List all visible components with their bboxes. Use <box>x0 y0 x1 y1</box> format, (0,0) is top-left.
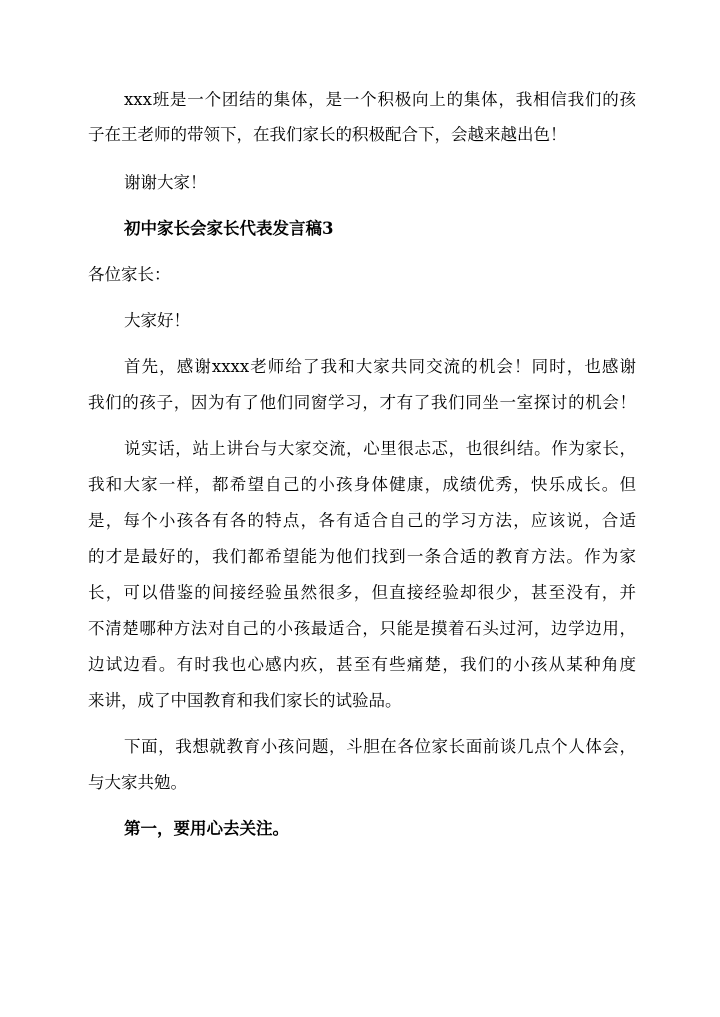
paragraph-line: 的才是最好的，我们都希望能为他们找到一条合适的教育方法。作为家 <box>88 547 636 566</box>
paragraph-line: 下面，我想就教育小孩问题，斗胆在各位家长面前谈几点个人体会， <box>124 737 636 756</box>
paragraph-line: 边试边看。有时我也心感内疚，甚至有些痛楚，我们的小孩从某种角度 <box>88 655 636 674</box>
paragraph-line: 与大家共勉。 <box>88 773 187 792</box>
paragraph-line: 首先，感谢xxxx老师给了我和大家共同交流的机会！同时，也感谢 <box>124 357 636 376</box>
salutation: 各位家长： <box>88 265 171 284</box>
paragraph-line: 我们的孩子，因为有了他们同窗学习，才有了我们同坐一室探讨的机会！ <box>88 393 636 412</box>
greeting: 大家好！ <box>124 311 190 330</box>
paragraph-line: 不清楚哪种方法对自己的小孩最适合，只能是摸着石头过河，边学边用， <box>88 619 636 638</box>
paragraph-line: 长，可以借鉴的间接经验虽然很多，但直接经验却很少，甚至没有，并 <box>88 583 636 602</box>
point-heading: 第一，要用心去关注。 <box>124 819 289 838</box>
paragraph-line: xxx班是一个团结的集体，是一个积极向上的集体，我相信我们的孩 <box>124 90 636 109</box>
paragraph-line: 来讲，成了中国教育和我们家长的试验品。 <box>88 691 402 710</box>
paragraph-line: 子在王老师的带领下，在我们家长的积极配合下，会越来越出色！ <box>88 125 567 144</box>
paragraph-line: 我和大家一样，都希望自己的小孩身体健康，成绩优秀，快乐成长。但 <box>88 475 636 494</box>
paragraph-line: 谢谢大家！ <box>124 173 207 192</box>
paragraph-line: 说实话，站上讲台与大家交流，心里很忐忑，也很纠结。作为家长， <box>124 439 636 458</box>
paragraph-line: 是，每个小孩各有各的特点，各有适合自己的学习方法，应该说，合适 <box>88 511 636 530</box>
section-heading: 初中家长会家长代表发言稿3 <box>124 219 334 238</box>
